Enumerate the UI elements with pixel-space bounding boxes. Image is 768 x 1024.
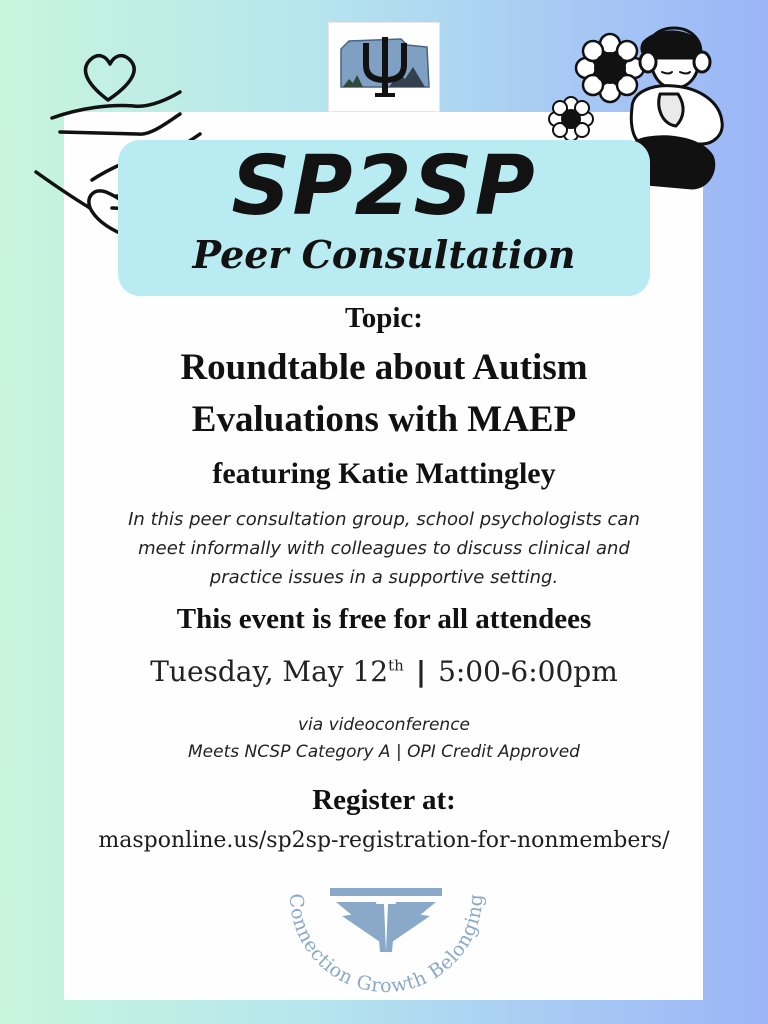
topic-label: Topic: bbox=[345, 302, 423, 334]
svg-text:Connection Growth Belonging bbox=[285, 893, 487, 996]
event-description bbox=[84, 505, 684, 592]
psi-logo bbox=[328, 22, 440, 112]
description-line-2: meet informally with colleagues to discuss clinical and bbox=[138, 538, 630, 559]
date-suffix: th bbox=[388, 656, 404, 675]
sunburst-logo bbox=[276, 872, 496, 996]
event-details bbox=[0, 712, 768, 766]
event-time: 5:00-6:00pm bbox=[438, 655, 618, 688]
heart-icon bbox=[85, 56, 134, 100]
description-line-3: practice issues in a supportive setting. bbox=[209, 567, 559, 588]
event-date: Tuesday, May 12 bbox=[150, 655, 389, 688]
headline-line-1: Roundtable about Autism bbox=[180, 347, 588, 388]
footer-tagline: Connection Growth Belonging bbox=[284, 892, 488, 996]
register-label: Register at: bbox=[312, 784, 456, 816]
description-line-1: In this peer consultation group, school psychologists can bbox=[128, 509, 640, 530]
headline-line-2: Evaluations with MAEP bbox=[191, 399, 577, 440]
event-credits: Meets NCSP Category A | OPI Credit Approved bbox=[188, 742, 580, 762]
registration-link[interactable]: masponline.us/sp2sp-registration-for-nonmembers/ bbox=[98, 828, 670, 853]
featuring-line: featuring Katie Mattingley bbox=[212, 457, 556, 490]
page-subtitle: Peer Consultation bbox=[192, 232, 576, 277]
event-headline bbox=[0, 342, 768, 446]
datetime-separator: | bbox=[415, 655, 427, 688]
page-title: SP2SP bbox=[231, 139, 537, 234]
free-note: This event is free for all attendees bbox=[176, 603, 592, 635]
event-datetime bbox=[0, 655, 768, 688]
event-format: via videoconference bbox=[297, 715, 471, 735]
